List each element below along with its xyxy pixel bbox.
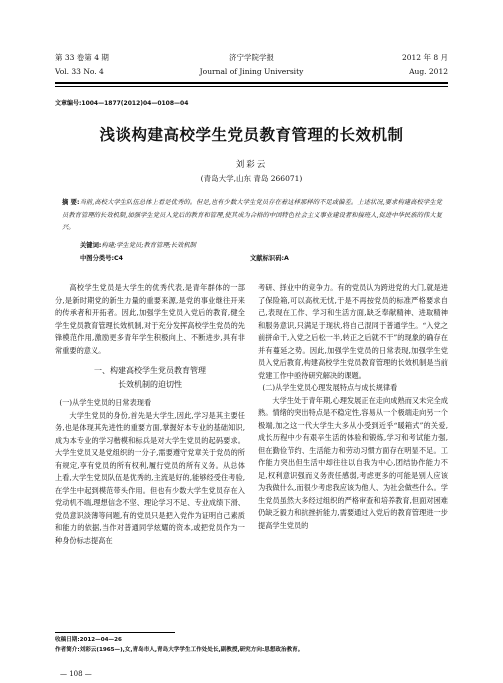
subsection-heading-2: (二)从学生党员心理发展特点与成长规律看 bbox=[262, 383, 398, 392]
section-heading-line2: 长效机制的迫切性 bbox=[118, 380, 182, 389]
keywords bbox=[80, 240, 196, 249]
body-paragraph: 大学生处于青年期,心理发展正在走向成熟而又未完全成熟。情绪的突出特点是不稳定性,容易从一个极端走向另一个极端,加之这一代大学生大多从小受到近乎“暖箱式”的关爱,成长历程中少有艰辛生活的体验和锻炼,学习和考试能力强,但在勤俭节约、生活能力和劳动习惯方面存在明显不足。工作能力突出但生活中却往往以自我为中心,团结协作能力不足,权利意识强而义务责任感弱,考虑更多的可能是别人应该为我做什么,而很少考虑我应该为他人、为社会做些什么。学生党员虽然大多经过组织的严格审查和培养教育,但面对困难仍缺乏毅力和抗挫折能力,需要通过入党后的教育管理进一步提高学生党员的 bbox=[258, 395, 448, 530]
volume-issue-cn: 第 33 卷第 4 期 bbox=[55, 53, 109, 62]
subsection-heading-1: (一)从学生党员的日常表现看 bbox=[59, 398, 152, 407]
clc-number: 中图分类号:C4 bbox=[80, 255, 124, 262]
footnote-rule bbox=[55, 632, 175, 633]
intro-paragraph: 高校学生党员是大学生的优秀代表,是青年群体的一部分,是新时期党的新生力量的重要来源,是党的事业继往开来的传承者和开拓者。因此,加强学生党员入党后的教育,健全学生党员教育管理长效机制,对于充分发挥高校学生党员的先锋模范作用,激励更多青年学生积极向上、不断进步,具有非常重要的意义。 bbox=[55, 283, 245, 355]
date-cn: 2012 年 8 月 bbox=[401, 53, 448, 62]
section-heading-line1: 一、构建高校学生党员教育管理 bbox=[94, 366, 206, 375]
abstract-text: 当前,高校大学生队伍总体上看是优秀的。但是,也有少数大学生党员存在着这样那样的不足或偏差。上述状况,要求构建高校学生党员教育管理的长效机制,加强学生党员入党后的教育和管理,使其成为合格的中国特色社会主义事业建设者和接班人,促进中华民族的伟大复兴。 bbox=[62, 199, 442, 231]
section-heading-1 bbox=[55, 364, 245, 392]
article-title: 浅谈构建高校学生党员教育管理的长效机制 bbox=[99, 126, 404, 144]
article-number: 文章编号:1004—1877(2012)04—0108—04 bbox=[55, 100, 189, 107]
abstract bbox=[62, 197, 442, 235]
left-column bbox=[55, 282, 245, 547]
author-name: 刘彩云 bbox=[235, 160, 268, 170]
keywords-label: 关键词: bbox=[80, 242, 102, 249]
journal-name-en: Journal of Jining University bbox=[199, 67, 304, 76]
volume-issue-en: Vol. 33 No. 4 bbox=[55, 67, 104, 76]
abstract-label: 摘 要: bbox=[62, 199, 80, 206]
body-paragraph: 大学生党员的身份,首先是大学生,因此,学习是其主要任务,也是体现其先进性的重要方面,掌握好本专业的基础知识,成为本专业的学习楷模和标兵是对大学生党员的起码要求。大学生党员又是党组织的一分子,需要遵守党章关于党员的所有规定,享有党员的所有权利,履行党员的所有义务。从总体上看,大学生党员队伍是优秀的,主流是好的,能够经受住考验,在学生中起到模范带头作用。但也有少数大学生党员存在入党动机不端,理想信念不坚、理论学习不足、专业成绩下滑、党员意识淡薄等问题,有的党员只是把入党作为证明自己素质和能力的依据,当作对普通同学炫耀的资本,或把党员作为一种身份标志提高在 bbox=[55, 410, 245, 545]
journal-name-cn: 济宁学院学报 bbox=[229, 53, 274, 62]
keywords-text: 构建;学生党员;教育管理;长效机制 bbox=[101, 242, 196, 249]
right-column bbox=[258, 282, 448, 532]
document-code: 文献标识码:A bbox=[250, 255, 289, 262]
footnote-author-bio: 作者简介:刘彩云(1965—),女,青岛市人,青岛大学学生工作处处长,副教授,研究方向:思想政治教育。 bbox=[55, 647, 304, 653]
classification bbox=[80, 253, 289, 262]
author-affiliation: (青岛大学,山东 青岛 266071) bbox=[200, 174, 303, 183]
page-number: — 108 — bbox=[60, 670, 92, 678]
date-en: Aug. 2012 bbox=[409, 67, 448, 76]
footnote-received: 收稿日期:2012—04—26 bbox=[55, 637, 122, 643]
body-paragraph-continued: 考研、择业中的竞争力。有的党员认为跨进党的大门,就是进了保险箱,可以高枕无忧,于是不再按党员的标准严格要求自己,表现在工作、学习和生活方面,缺乏奉献精神、进取精神和服务意识,只满足于现状,将自己混同于普通学生。“入党之前拼命干,入党之后松一半,转正之后就不干”的现象的确存在并有蔓延之势。因此,加强学生党员的日常表现,加强学生党员入党后教育,构建高校学生党员教育管理的长效机制是当前党建工作中亟待研究解决的课题。 bbox=[258, 283, 448, 380]
header-rule bbox=[55, 82, 448, 87]
